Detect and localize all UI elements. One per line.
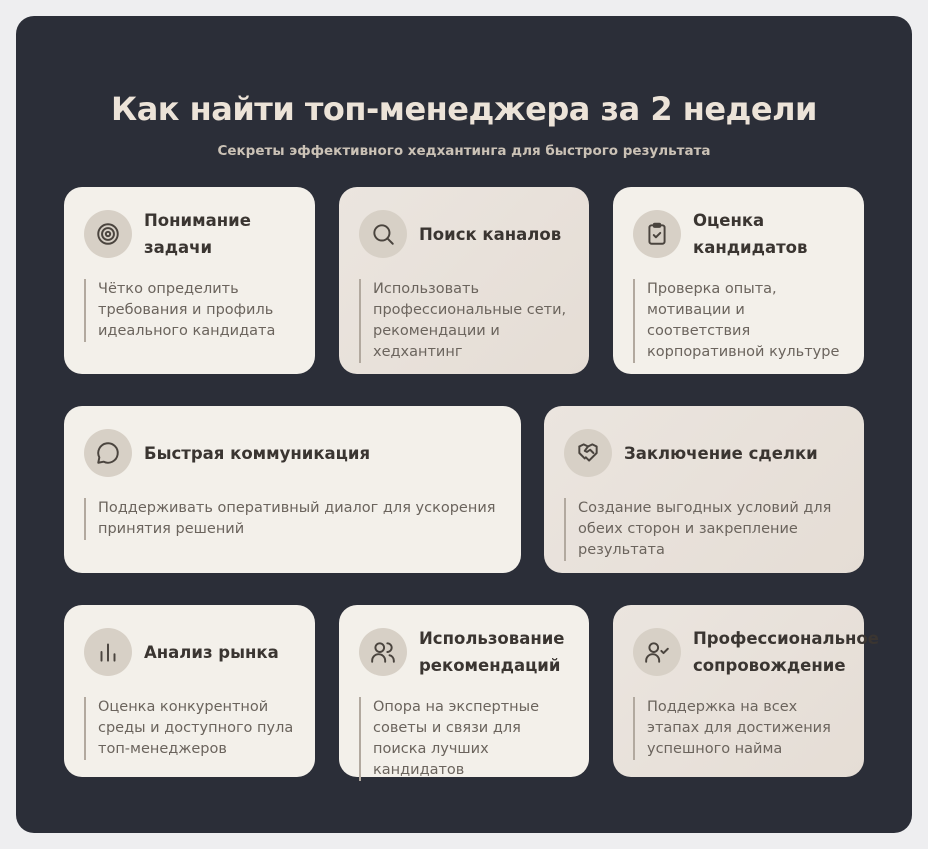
card-title-line: сопровождение	[693, 656, 846, 675]
card-description: Использовать профессиональные сети, рекомендации и хедхантинг	[359, 279, 569, 363]
card-title-line: Поиск каналов	[419, 224, 562, 244]
card-2	[339, 187, 589, 374]
card-title	[419, 221, 561, 248]
card-title	[144, 639, 279, 666]
page-subtitle: Секреты эффективного хедхантинга для быстрого результата	[217, 143, 711, 159]
card-description: Проверка опыта, мотивации и соответствия корпоративной культуре	[633, 279, 844, 363]
card-7	[339, 605, 589, 777]
card-title-line: Оценка	[693, 211, 765, 230]
card-header	[633, 207, 844, 261]
card-1	[64, 187, 315, 374]
card-title-line: Профессиональное	[693, 629, 879, 648]
card-8	[613, 605, 879, 777]
card-description: Чётко определить требования и профиль идеального кандидата	[84, 279, 295, 342]
card-title	[144, 440, 370, 467]
card-description: Оценка конкурентной среды и доступного пула топ-менеджеров	[84, 697, 295, 760]
handshake-icon	[564, 429, 612, 477]
card-header	[84, 207, 295, 261]
card-3	[613, 187, 864, 374]
card-header	[84, 625, 295, 679]
card-header	[359, 625, 569, 679]
user-check-icon	[633, 628, 681, 676]
search-icon	[359, 210, 407, 258]
card-title-line: рекомендаций	[419, 656, 561, 675]
card-header	[564, 426, 844, 480]
target-icon	[84, 210, 132, 258]
card-4	[64, 406, 521, 573]
card-5	[544, 406, 864, 573]
card-description: Опора на экспертные советы и связи для поиска лучших кандидатов	[359, 697, 569, 781]
card-title-line: Анализ рынка	[144, 642, 279, 662]
card-title-line: Использование	[419, 629, 565, 648]
card-title	[693, 207, 807, 261]
card-description: Поддержка на всех этапах для достижения успешного найма	[633, 697, 844, 760]
card-title-line: задачи	[144, 238, 213, 257]
card-title-line: Быстрая коммуникация	[144, 443, 371, 463]
card-title-line: Заключение сделки	[624, 443, 818, 463]
card-description: Поддерживать оперативный диалог для ускорения принятия решений	[84, 498, 501, 540]
card-header	[359, 207, 569, 261]
card-header	[633, 625, 879, 679]
card-title	[693, 625, 879, 679]
card-description: Создание выгодных условий для обеих сторон и закрепление результата	[564, 498, 844, 561]
page-title: Как найти топ-менеджера за 2 недели	[111, 90, 817, 128]
card-title-line: Понимание	[144, 211, 251, 230]
card-title-line: кандидатов	[693, 238, 808, 257]
message-circle-icon	[84, 429, 132, 477]
card-title	[624, 440, 818, 467]
card-title	[144, 207, 251, 261]
bar-chart-icon	[84, 628, 132, 676]
card-title	[419, 625, 565, 679]
users-icon	[359, 628, 407, 676]
card-header	[84, 426, 501, 480]
clipboard-check-icon	[633, 210, 681, 258]
card-6	[64, 605, 315, 777]
